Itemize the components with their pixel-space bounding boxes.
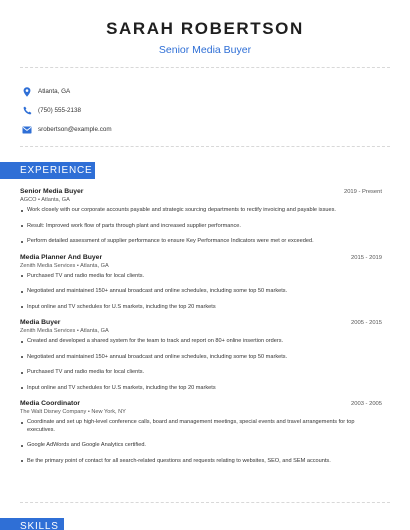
job-dates: 2003 - 2005 [351, 401, 382, 407]
job-bullet: Perform detailed assessment of supplier performance to ensure Key Performance Indicators were met or exceeded. [20, 238, 382, 246]
experience-section-heading: EXPERIENCE [0, 162, 95, 179]
job-company: Zenith Media Services • Atlanta, GA [20, 262, 109, 269]
job-bullets [20, 207, 382, 246]
job-company: Zenith Media Services • Atlanta, GA [20, 328, 109, 334]
job-bullet: Input online and TV schedules for U.S markets, including the top 20 markets [20, 385, 382, 393]
job-bullets [20, 338, 382, 392]
job-title: Senior Media Buyer [20, 188, 84, 195]
job-dates: 2005 - 2015 [351, 320, 382, 326]
job-title: Media Planner And Buyer [20, 253, 103, 261]
candidate-name: SARAH ROBERTSON [106, 19, 304, 38]
map-pin-icon [22, 87, 32, 97]
job-bullets [20, 273, 382, 312]
job-bullet: Input online and TV schedules for U.S markets, including the top 20 markets [20, 304, 382, 312]
header-divider [20, 67, 390, 68]
job-entry [20, 319, 382, 392]
candidate-title: Senior Media Buyer [158, 44, 252, 56]
job-bullet: Purchased TV and radio media for local clients. [20, 369, 382, 377]
phone-text: (750) 555-2138 [38, 107, 82, 114]
job-dates: 2019 - Present [343, 189, 382, 195]
job-bullet: Be the primary point of contact for all search-related questions and requests relating to websites, SEO, and SEM accounts. [20, 458, 382, 466]
email-text: srobertson@example.com [38, 126, 112, 133]
mail-icon [22, 125, 32, 135]
experience-divider [20, 502, 390, 503]
job-bullet: Negotiated and maintained 150+ annual broadcast and online schedules, including some top 50 markets. [20, 288, 382, 296]
job-bullet: Google AdWords and Google Analytics certified. [20, 442, 382, 450]
skills-section-heading: SKILLS [0, 518, 64, 530]
phone-icon [22, 106, 32, 116]
job-bullet: Result: Improved work flow of parts through plant and increased supplier performance. [20, 223, 382, 231]
resume-header [0, 18, 410, 57]
experience-list [20, 188, 382, 473]
job-bullets [20, 419, 382, 465]
job-dates: 2015 - 2019 [351, 254, 382, 261]
job-company: AGCO • Atlanta, GA [20, 197, 70, 203]
contact-divider [20, 146, 390, 147]
job-bullet: Created and developed a shared system for the team to track and report on 80+ online insertion orders. [20, 338, 382, 346]
job-entry [20, 400, 382, 465]
job-bullet: Work closely with our corporate accounts payable and strategic sourcing departments to rectify invoicing and payable issues. [20, 207, 382, 215]
job-bullet: Purchased TV and radio media for local clients. [20, 273, 382, 281]
job-company: The Walt Disney Company • New York, NY [20, 409, 126, 415]
job-bullet: Coordinate and set up high-level conference calls, board and management meetings, special events and travel arrangements for top executives. [20, 419, 382, 434]
job-title: Media Buyer [20, 319, 61, 326]
job-entry [20, 254, 382, 312]
location-text: Atlanta, GA [38, 88, 71, 95]
contact-location [22, 82, 382, 101]
contact-list [22, 82, 382, 139]
job-title: Media Coordinator [20, 400, 81, 407]
contact-email [22, 120, 382, 139]
contact-phone [22, 101, 382, 120]
job-entry [20, 188, 382, 246]
job-bullet: Negotiated and maintained 150+ annual broadcast and online schedules, including some top 50 markets. [20, 354, 382, 362]
